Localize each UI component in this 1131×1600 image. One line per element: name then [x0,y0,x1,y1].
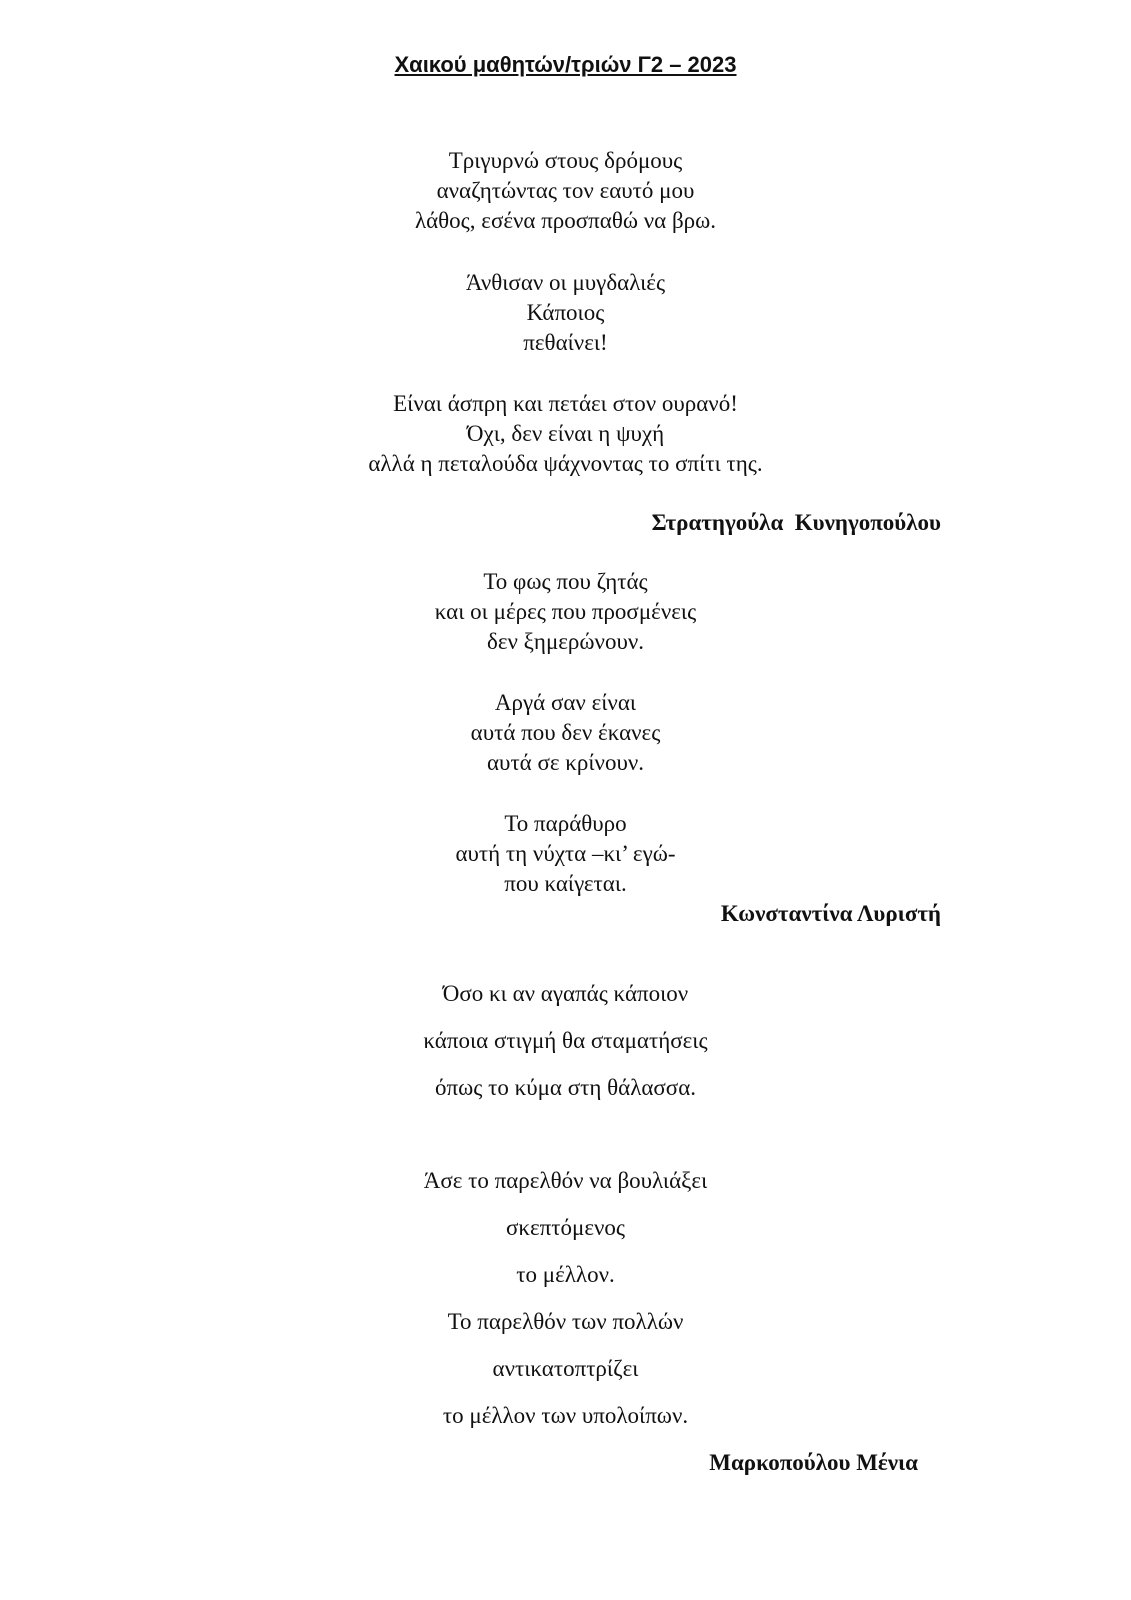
page-title: Χαικού μαθητών/τριών Γ2 – 2023 [394,52,737,77]
poem-line: αναζητώντας τον εαυτό μου [436,178,695,203]
poem-line: πεθαίνει! [523,330,608,355]
poem-line: το μέλλον των υπολοίπων. [442,1403,689,1428]
poem-line: Κάποιος [526,300,605,325]
poem-line: Αργά σαν είναι [494,690,637,715]
poem-3-stanza-1 [0,970,1131,1111]
poem-2-stanza-2 [0,688,1131,778]
poem-line: Τριγυρνώ στους δρόμους [448,148,683,173]
poem-line: Είναι άσπρη και πετάει στον ουρανό! [393,391,738,416]
poem-line: αλλά η πεταλούδα ψάχνοντας το σπίτι της. [368,451,763,476]
poem-line: κάποια στιγμή θα σταματήσεις [423,1028,708,1053]
poem-line: το μέλλον. [516,1262,615,1287]
poem-3-stanza-2 [0,1157,1131,1439]
poem-2-author: Κωνσταντίνα Λυριστή [720,901,941,926]
poem-line: όπως το κύμα στη θάλασσα. [435,1075,696,1100]
poem-line: Όσο κι αν αγαπάς κάποιον [442,981,689,1006]
poem-line: δεν ξημερώνουν. [487,629,644,654]
poem-line: Το παράθυρο [504,811,627,836]
poem-line: και οι μέρες που προσμένεις [434,599,697,624]
poem-line: Άνθισαν οι μυγδαλιές [465,270,666,295]
poem-1-stanza-1 [0,146,1131,236]
poem-2-stanza-3 [0,809,1131,899]
poem-line: Άσε το παρελθόν να βουλιάξει [423,1168,708,1193]
poem-line: αυτή τη νύχτα –κι’ εγώ- [455,841,676,866]
poem-line: σκεπτόμενος [506,1215,625,1240]
poem-1-author: Στρατηγούλα Κυνηγοπούλου [651,510,941,535]
poem-line: λάθος, εσένα προσπαθώ να βρω. [414,208,717,233]
poem-1-stanza-2 [0,268,1131,358]
poem-line: Το φως που ζητάς [483,569,648,594]
poem-1-stanza-3 [0,389,1131,479]
poem-line: αυτά σε κρίνουν. [487,750,644,775]
poem-3-author: Μαρκοπούλου Μένια [709,1450,918,1475]
poem-line: Το παρελθόν των πολλών [447,1309,684,1334]
poem-line: που καίγεται. [504,871,627,896]
poem-2-stanza-1 [0,567,1131,657]
poem-line: Όχι, δεν είναι η ψυχή [466,421,665,446]
poem-line: αυτά που δεν έκανες [470,720,661,745]
poem-line: αντικατοπτρίζει [492,1356,639,1381]
